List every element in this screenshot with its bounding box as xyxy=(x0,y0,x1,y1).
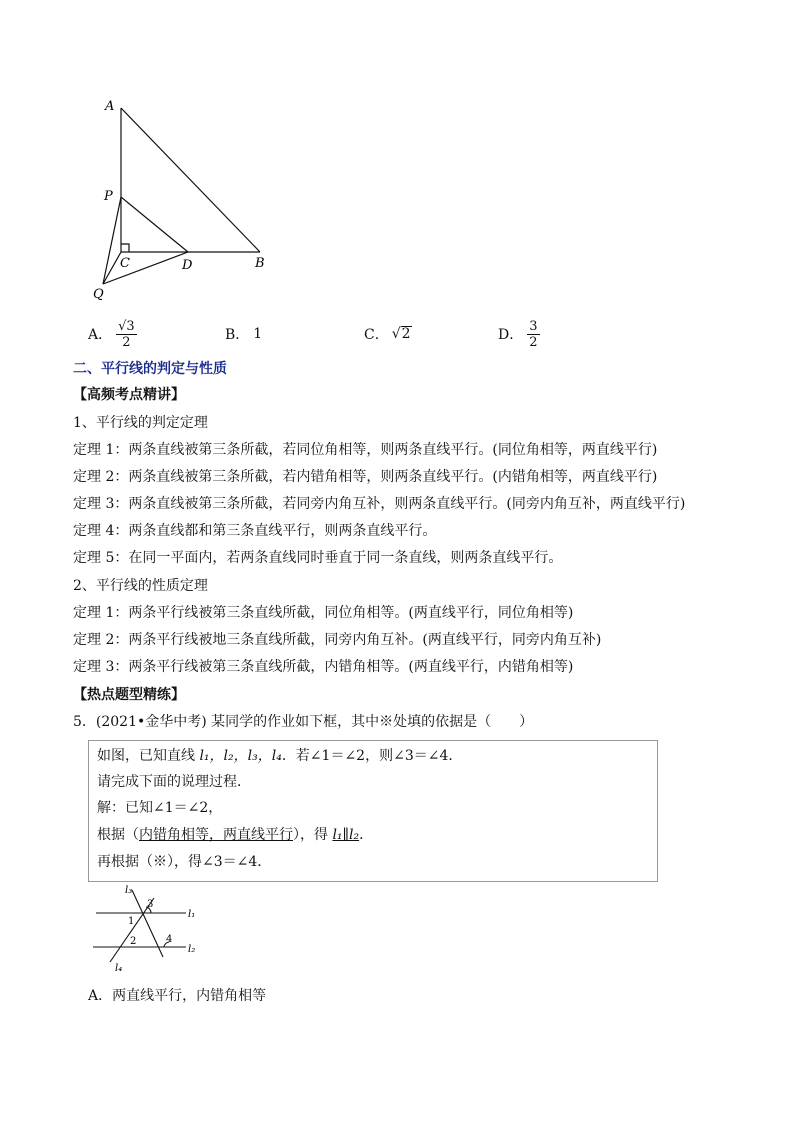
judgement-theorem-5: 定理 5：在同一平面内，若两条直线同时垂直于同一条直线，则两条直线平行。 xyxy=(73,550,563,566)
section-title: 二、平行线的判定与性质 xyxy=(73,361,227,377)
fraction-sqrt3-over-2: $\frac{√3}{2}$ xyxy=(118,318,135,350)
label-l4: l₄ xyxy=(115,963,123,974)
label-l3: l₃ xyxy=(125,885,133,896)
option-b[interactable]: B． 1 xyxy=(225,326,263,343)
label-b: B xyxy=(255,256,265,271)
segment-qd xyxy=(103,252,188,284)
property-theorem-2: 定理 2：两条平行线被地三条直线所截，同旁内角互补。(两直线平行，同旁内角互补) xyxy=(73,632,602,648)
label-angle-4: 4 xyxy=(166,934,173,945)
box-line-4: 根据（内错角相等，两直线平行），得 l₁∥l₂． xyxy=(97,827,374,843)
box-line-3: 解：已知∠1＝∠2， xyxy=(97,800,223,816)
label-angle-2: 2 xyxy=(130,936,137,947)
option-a[interactable]: A． $\frac{√3}{2}$ xyxy=(88,318,135,350)
segment-pq xyxy=(103,197,121,284)
box-line-2: 请完成下面的说理过程． xyxy=(97,774,251,790)
judgement-theorem-3: 定理 3：两条直线被第三条所截，若同旁内角互补，则两条直线平行。(同旁内角互补，两直线平行) xyxy=(73,496,686,512)
segment-pd xyxy=(121,197,188,252)
label-l2: l₂ xyxy=(188,944,196,955)
option-c[interactable]: C． √ 2 xyxy=(364,326,411,343)
label-angle-3: 3 xyxy=(147,899,154,910)
judgement-theorem-4: 定理 4：两条直线都和第三条直线平行，则两条直线平行。 xyxy=(73,523,437,539)
triangle-figure xyxy=(88,92,288,312)
property-theorem-1: 定理 1：两条平行线被第三条直线所截，同位角相等。(两直线平行，同位角相等) xyxy=(73,605,574,621)
fraction-3-over-2: $\frac{3}{2}$ xyxy=(529,318,538,350)
judgement-title: 1、平行线的判定定理 xyxy=(73,415,208,431)
tag-focus: 【高频考点精讲】 xyxy=(73,387,185,403)
answer-option-a[interactable]: A．两直线平行，内错角相等 xyxy=(88,988,267,1004)
label-a: A xyxy=(105,99,115,114)
segment-ab xyxy=(121,108,260,252)
label-l1: l₁ xyxy=(188,909,196,920)
sqrt-2: √ 2 xyxy=(391,326,411,342)
property-theorem-3: 定理 3：两条平行线被第三条直线所截，内错角相等。(两直线平行，内错角相等) xyxy=(73,659,574,675)
label-angle-1: 1 xyxy=(128,916,135,927)
tag-practice: 【热点题型精练】 xyxy=(73,687,185,703)
parallel-lines-figure xyxy=(88,880,218,980)
label-d: D xyxy=(182,258,193,273)
judgement-theorem-2: 定理 2：两条直线被第三条所截，若内错角相等，则两条直线平行。(内错角相等，两直线平行) xyxy=(73,469,658,485)
label-q: Q xyxy=(93,287,104,302)
property-title: 2、平行线的性质定理 xyxy=(73,578,208,594)
box-line-5: 再根据（※），得∠3＝∠4． xyxy=(97,854,272,870)
judgement-theorem-1: 定理 1：两条直线被第三条所截，若同位角相等，则两条直线平行。(同位角相等，两直线平行) xyxy=(73,442,658,458)
option-d[interactable]: D． $\frac{3}{2}$ xyxy=(498,318,538,350)
right-angle-mark xyxy=(121,244,129,252)
homework-box xyxy=(88,740,658,882)
question-5-stem: 5．(2021•金华中考) 某同学的作业如下框，其中※处填的依据是（ ） xyxy=(73,714,534,730)
label-c: C xyxy=(120,256,130,271)
box-line-1: 如图，已知直线 l₁，l₂，l₃，l₄．若∠1＝∠2，则∠3＝∠4． xyxy=(97,748,463,764)
label-p: P xyxy=(104,189,113,204)
